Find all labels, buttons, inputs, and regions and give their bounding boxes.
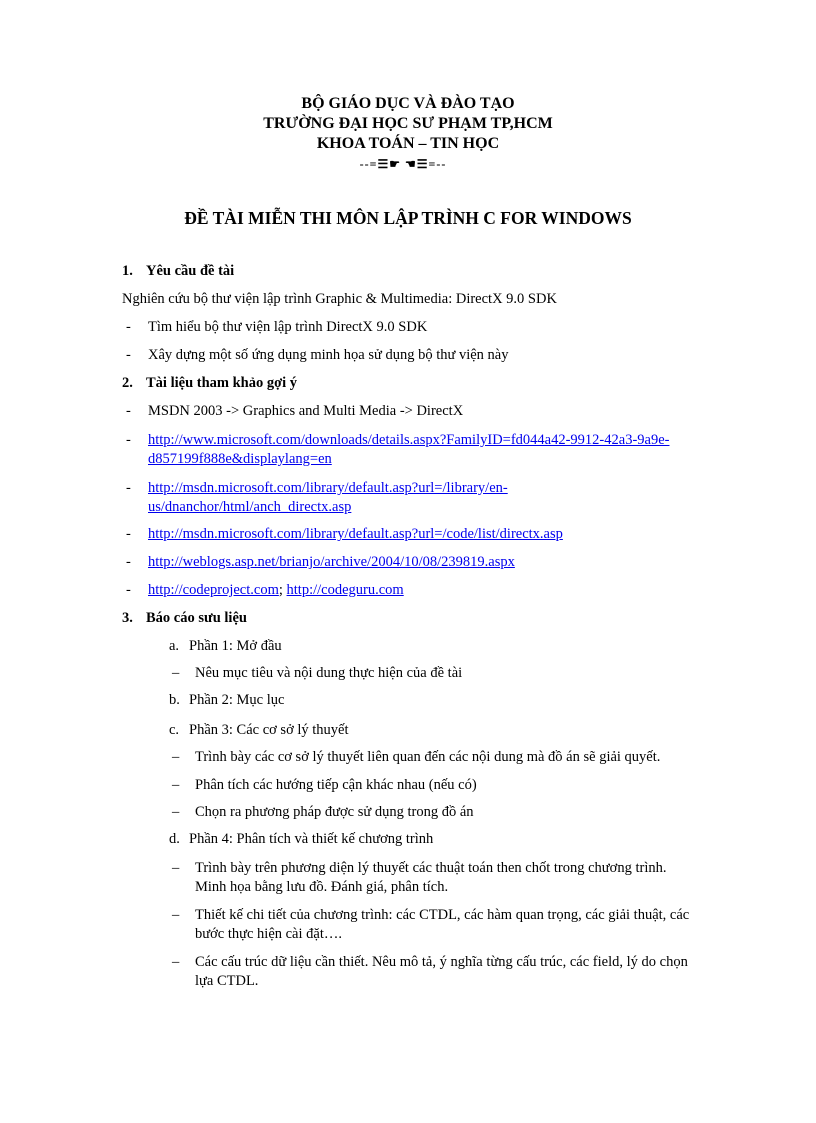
section-2-heading: [122, 374, 297, 393]
bullet-marker: -: [126, 319, 131, 335]
reference-link-1[interactable]: [148, 431, 708, 469]
bullet-marker: -: [126, 582, 131, 598]
section-title: Tài liệu tham khảo gợi ý: [146, 375, 298, 391]
part-label: Phần 2: Mục lục: [189, 692, 285, 708]
list-item: Nêu mục tiêu và nội dung thực hiện của đề tài: [195, 665, 463, 681]
line: Thiết kế chi tiết của chương trình: các CTDL, các hàm quan trọng, các giải thuật, các: [195, 907, 690, 923]
codeproject-link[interactable]: http://codeproject.com: [148, 582, 279, 598]
part-label: Phần 4: Phân tích và thiết kế chương trình: [189, 831, 434, 847]
list-item: Chọn ra phương pháp được sử dụng trong đồ án: [195, 804, 474, 820]
bullet-marker: -: [126, 403, 131, 419]
codeguru-link[interactable]: http://codeguru.com: [286, 582, 404, 598]
bullet-marker: -: [126, 480, 131, 496]
bullet-marker: –: [172, 749, 180, 765]
part-letter: a.: [169, 638, 180, 654]
part-d: [169, 830, 433, 849]
link-line[interactable]: us/dnanchor/html/anch_directx.asp: [148, 499, 352, 515]
part-letter: c.: [169, 722, 180, 738]
list-item: [195, 953, 705, 991]
section-1-intro: Nghiên cứu bộ thư viện lập trình Graphic & Multimedia: DirectX 9.0 SDK: [122, 291, 557, 307]
section-1-heading: [122, 262, 234, 281]
bullet-marker: -: [126, 432, 131, 448]
bullet-marker: –: [172, 804, 180, 820]
line: Minh họa bằng lưu đồ. Đánh giá, phân tích.: [195, 879, 449, 895]
list-item: Trình bày các cơ sở lý thuyết liên quan đến các nội dung mà đồ án sẽ giải quyết.: [195, 749, 661, 765]
reference-link-3[interactable]: [148, 525, 708, 544]
list-item: [195, 859, 705, 897]
faculty-name: KHOA TOÁN – TIN HỌC: [316, 135, 500, 152]
list-item: Phân tích các hướng tiếp cận khác nhau (nếu có): [195, 777, 477, 793]
reference-link-2[interactable]: [148, 479, 708, 517]
section-number: 2.: [122, 375, 133, 391]
line: Các cấu trúc dữ liệu cần thiết. Nêu mô tả, ý nghĩa từng cấu trúc, các field, lý do chọn: [195, 954, 688, 970]
line: Trình bày trên phương diện lý thuyết các thuật toán then chốt trong chương trình.: [195, 860, 667, 876]
link-line[interactable]: http://msdn.microsoft.com/library/default.asp?url=/code/list/directx.asp: [148, 526, 563, 542]
line: lựa CTDL.: [195, 973, 259, 989]
header-decoration: --=☰☛ ☚☰=--: [359, 157, 447, 171]
bullet-marker: -: [126, 526, 131, 542]
bullet-marker: -: [126, 347, 131, 363]
part-label: Phần 3: Các cơ sở lý thuyết: [189, 722, 349, 738]
link-line[interactable]: http://weblogs.asp.net/brianjo/archive/2004/10/08/239819.aspx: [148, 554, 515, 570]
part-letter: b.: [169, 692, 180, 708]
reference-links-5: [148, 581, 708, 600]
list-item: Xây dựng một số ứng dụng minh họa sử dụng bộ thư viện này: [148, 347, 509, 363]
section-number: 3.: [122, 610, 133, 626]
bullet-marker: –: [172, 860, 180, 876]
section-title: Yêu cầu đề tài: [146, 263, 235, 279]
section-title: Báo cáo sưu liệu: [146, 610, 247, 626]
section-number: 1.: [122, 263, 133, 279]
link-separator: ;: [278, 582, 283, 598]
reference-link-4[interactable]: [148, 553, 708, 572]
part-b: [169, 691, 284, 710]
list-item: [195, 906, 705, 944]
part-c: [169, 721, 349, 740]
link-line[interactable]: d857199f888e&displaylang=en: [148, 451, 332, 467]
line: bước thực hiện cài đặt….: [195, 926, 342, 942]
bullet-marker: –: [172, 665, 180, 681]
ministry-name: BỘ GIÁO DỤC VÀ ĐÀO TẠO: [301, 95, 515, 112]
part-a: [169, 637, 282, 656]
bullet-marker: –: [172, 954, 180, 970]
bullet-marker: -: [126, 554, 131, 570]
document-header: [0, 94, 816, 174]
list-item: Tìm hiểu bộ thư viện lập trình DirectX 9.0 SDK: [148, 319, 428, 335]
section-3-heading: [122, 609, 247, 628]
document-title: ĐỀ TÀI MIỄN THI MÔN LẬP TRÌNH C FOR WINDOWS: [184, 208, 632, 228]
university-name: TRƯỜNG ĐẠI HỌC SƯ PHẠM TP,HCM: [263, 115, 553, 132]
bullet-marker: –: [172, 777, 180, 793]
part-label: Phần 1: Mở đầu: [189, 638, 282, 654]
part-letter: d.: [169, 831, 180, 847]
link-line[interactable]: http://msdn.microsoft.com/library/default.asp?url=/library/en-: [148, 480, 508, 496]
bullet-marker: –: [172, 907, 180, 923]
list-item: MSDN 2003 -> Graphics and Multi Media -> DirectX: [148, 403, 464, 419]
link-line[interactable]: http://www.microsoft.com/downloads/details.aspx?FamilyID=fd044a42-9912-42a3-9a9e-: [148, 432, 670, 448]
